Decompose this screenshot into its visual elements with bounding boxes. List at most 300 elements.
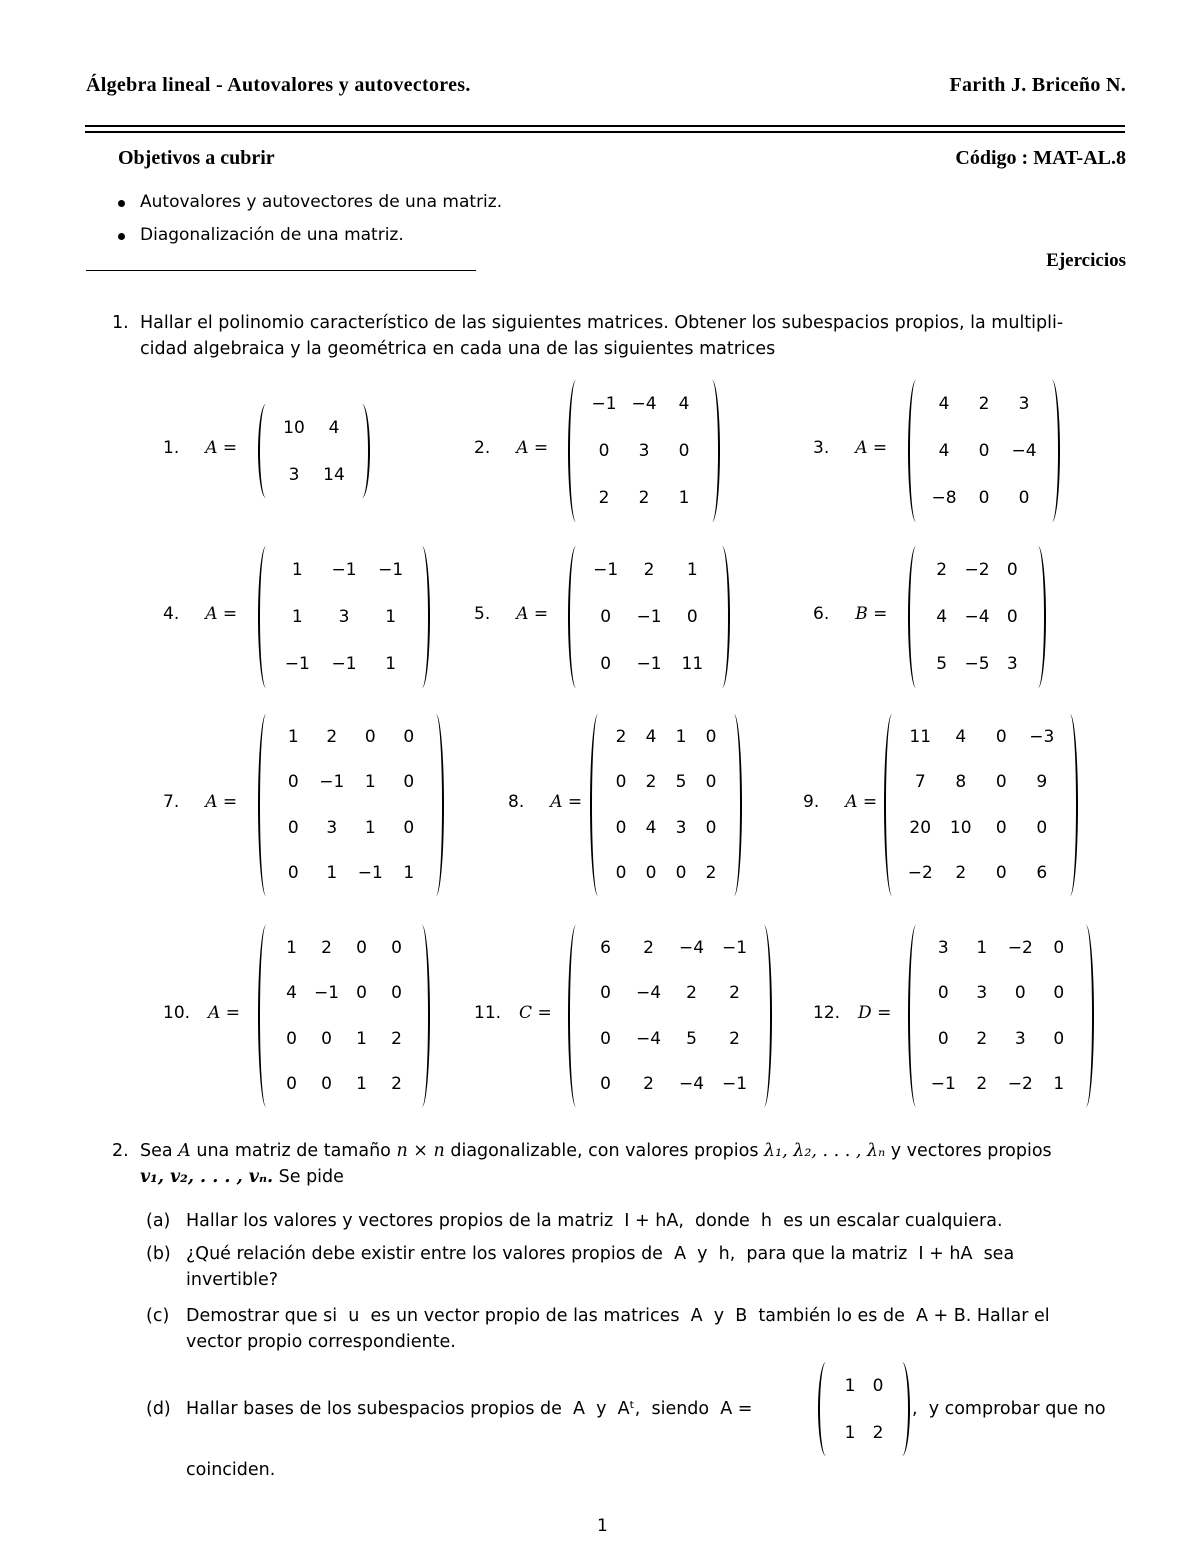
matrix-cell: 2 (326, 726, 338, 747)
matrix-label-1 (163, 438, 237, 458)
equals-sign: = (528, 438, 549, 458)
matrix-cell: 0 (287, 817, 299, 838)
matrix-cell: 20 (909, 817, 932, 838)
matrix-label-12 (813, 1003, 891, 1023)
matrix-row (924, 938, 1078, 958)
matrix-cell: 4 (678, 393, 690, 414)
matrix-label-10 (163, 1003, 240, 1023)
matrix-cell: 2 (976, 1074, 988, 1095)
matrix-cell: 0 (675, 863, 687, 884)
matrix-cell: 2 (955, 863, 967, 884)
part-b-label: (b) (146, 1244, 171, 1264)
matrix-11 (568, 925, 772, 1107)
matrix-cell: 2 (643, 559, 655, 580)
matrix-cell: 1 (403, 863, 415, 884)
matrix-row (900, 727, 1062, 747)
left-paren (258, 546, 274, 688)
matrix-cell: 2 (686, 983, 697, 1004)
matrix-cell: 1 (844, 1375, 856, 1396)
matrix-row (584, 983, 756, 1003)
matrix-cell: 2 (976, 1028, 988, 1049)
matrix-cell: −2 (964, 559, 990, 580)
problem-1-text-line2: cidad algebraica y la geométrica en cada una de las siguientes matrices (140, 339, 776, 359)
matrix-cell: 11 (681, 654, 704, 675)
matrix-cell: 14 (323, 464, 345, 485)
matrix-label-2 (474, 438, 548, 458)
matrix-row (274, 818, 428, 838)
matrix-cell: 0 (364, 726, 376, 747)
matrix-row (274, 863, 428, 883)
matrix-cell: 11 (909, 726, 932, 747)
header-rule-top (85, 125, 1125, 127)
matrix-cell: 4 (286, 983, 297, 1004)
equals-sign: = (217, 438, 238, 458)
matrix-cell: 0 (615, 863, 627, 884)
matrix-number: 9. (803, 792, 820, 812)
matrix-row (274, 727, 428, 747)
matrix-cell: 2 (705, 863, 717, 884)
equals-sign: = (528, 604, 549, 624)
matrix-2 (568, 380, 720, 522)
matrix-row (584, 488, 704, 508)
matrix-1 (258, 404, 370, 498)
matrix-cell: 0 (978, 440, 990, 461)
matrix-row (924, 560, 1030, 580)
matrix-cell: 4 (938, 440, 950, 461)
matrix-12 (908, 925, 1094, 1107)
matrix-cell: 4 (645, 817, 657, 838)
part-a-label: (a) (146, 1211, 171, 1231)
matrix-number: 7. (163, 792, 180, 812)
matrix-4 (258, 546, 430, 688)
matrix-cell: 3 (675, 817, 687, 838)
matrix-cell: −1 (721, 937, 748, 958)
matrix-label-6 (813, 604, 887, 624)
matrix-cell: −1 (593, 559, 619, 580)
matrix-cell: −3 (1029, 726, 1055, 747)
left-paren (908, 925, 924, 1107)
matrix-cell: 10 (283, 417, 305, 438)
equals-sign: = (217, 604, 238, 624)
matrix-cell: 1 (286, 937, 297, 958)
matrix-cell: 9 (1036, 772, 1048, 793)
matrix-cell: 1 (1053, 1074, 1065, 1095)
part-c-label: (c) (146, 1306, 170, 1326)
matrix-cell: −8 (931, 488, 957, 509)
matrix-5 (568, 546, 730, 688)
right-paren (756, 925, 772, 1107)
matrix-row (274, 560, 414, 580)
matrix-cell: 0 (356, 937, 367, 958)
matrix-cell: 7 (914, 772, 926, 793)
problem-2-intro-e: Se pide (273, 1167, 344, 1187)
matrix-number: 6. (813, 604, 830, 624)
matrix-cell: 2 (729, 983, 740, 1004)
author-name: Farith J. Briceño N. (949, 74, 1126, 96)
matrix-cell: 0 (287, 863, 299, 884)
matrix-cell: 0 (872, 1375, 884, 1396)
matrix-label-4 (163, 604, 237, 624)
equals-sign: = (857, 792, 878, 812)
matrix-cell: 4 (936, 606, 948, 627)
problem-1-number: 1. (112, 313, 129, 333)
matrix-number: 8. (508, 792, 525, 812)
matrix-cell: 2 (391, 1028, 402, 1049)
matrix-cell: −1 (319, 772, 345, 793)
matrix-name: A (205, 604, 218, 624)
matrix-cell: −4 (635, 1028, 662, 1049)
matrix-label-9 (803, 792, 877, 812)
header-rule-bottom (85, 131, 1125, 133)
right-paren (714, 546, 730, 688)
matrix-cell: 0 (391, 983, 402, 1004)
matrix-cell: 2 (321, 937, 332, 958)
matrix-cell: 3 (288, 464, 300, 485)
matrix-cell: 0 (978, 488, 990, 509)
right-paren (1078, 925, 1094, 1107)
matrix-cell: 1 (291, 606, 303, 627)
matrix-cell: −4 (678, 937, 705, 958)
matrix-cell: 1 (385, 606, 397, 627)
exercises-label: Ejercicios (1046, 250, 1126, 271)
right-paren (354, 404, 370, 498)
matrix-cell: 0 (600, 983, 611, 1004)
matrix-cell: 0 (600, 606, 612, 627)
part-d-text1: Hallar bases de los subespacios propios de A y Aᵗ, siendo A = (186, 1399, 753, 1419)
matrix-cell: 10 (949, 817, 972, 838)
matrix-cell: 1 (326, 863, 338, 884)
matrix-cell: 1 (675, 726, 687, 747)
matrix-cell: 0 (937, 1028, 949, 1049)
matrix-cell: 0 (645, 863, 657, 884)
matrix-label-5 (474, 604, 548, 624)
matrix-cell: 0 (391, 937, 402, 958)
matrix-cell: 0 (321, 1074, 332, 1095)
equals-sign: = (867, 438, 888, 458)
matrix-number: 1. (163, 438, 180, 458)
problem-2-intro-c: diagonalizable, con valores propios (444, 1141, 765, 1161)
matrix-cell: 2 (615, 726, 627, 747)
left-paren (258, 925, 274, 1107)
matrix-row (274, 607, 414, 627)
matrix-name: A (208, 1003, 221, 1023)
right-paren (704, 380, 720, 522)
matrix-row (924, 607, 1030, 627)
matrix-name: B (855, 604, 868, 624)
matrix-cell: 4 (328, 417, 340, 438)
part-d-line2: coinciden. (186, 1460, 276, 1480)
matrix-name: A (205, 438, 218, 458)
matrix-name: A (550, 792, 563, 812)
matrix-row (924, 488, 1044, 508)
math-vectors: v₁, v₂, . . . , vₙ. (140, 1167, 274, 1187)
matrix-cell: 0 (286, 1028, 297, 1049)
equals-sign: = (217, 792, 238, 812)
objectives-heading: Objetivos a cubrir (118, 147, 275, 169)
matrix-name: A (845, 792, 858, 812)
matrix-cell: 0 (1018, 488, 1030, 509)
matrix-10 (258, 925, 430, 1107)
matrix-cell: −1 (313, 983, 340, 1004)
matrix-cell: 0 (995, 772, 1007, 793)
matrix-cell: −4 (1011, 440, 1037, 461)
matrix-row (584, 441, 704, 461)
equals-sign: = (871, 1003, 892, 1023)
right-paren (414, 546, 430, 688)
matrix-cell: −1 (721, 1074, 748, 1095)
matrix-9 (884, 714, 1078, 896)
matrix-row (274, 654, 414, 674)
matrix-row (584, 394, 704, 414)
matrix-cell: 4 (955, 726, 967, 747)
part-d-label: (d) (146, 1399, 171, 1419)
matrix-cell: 0 (937, 983, 949, 1004)
matrix-number: 5. (474, 604, 491, 624)
matrix-cell: 0 (600, 654, 612, 675)
matrix-cell: 2 (638, 488, 650, 509)
right-paren (428, 714, 444, 896)
matrix-cell: −2 (1007, 937, 1033, 958)
matrix-cell: 4 (645, 726, 657, 747)
matrix-cell: 3 (338, 606, 350, 627)
matrix-cell: −1 (331, 654, 357, 675)
matrix-row (924, 394, 1044, 414)
matrix-cell: 1 (356, 1074, 367, 1095)
matrix-label-11 (474, 1003, 552, 1023)
matrix-row (606, 818, 726, 838)
matrix-cell: 1 (287, 726, 299, 747)
matrix-row (274, 938, 414, 958)
matrix-cell: 0 (598, 440, 610, 461)
matrix-cell: 3 (976, 983, 988, 1004)
left-paren (568, 925, 584, 1107)
matrix-label-3 (813, 438, 887, 458)
equals-sign: = (220, 1003, 240, 1023)
matrix-cell: −1 (591, 393, 617, 414)
matrix-row (274, 1074, 414, 1094)
matrix-cell: −4 (631, 393, 657, 414)
matrix-cell: 0 (356, 983, 367, 1004)
equals-sign: = (562, 792, 583, 812)
matrix-row (584, 1074, 756, 1094)
part-d-matrix (818, 1362, 910, 1456)
matrix-label-7 (163, 792, 237, 812)
part-b-line2: invertible? (186, 1270, 279, 1290)
matrix-cell: 1 (678, 488, 690, 509)
right-paren (726, 714, 742, 896)
matrix-cell: −2 (907, 863, 933, 884)
matrix-label-8 (508, 792, 582, 812)
matrix-row (900, 772, 1062, 792)
matrix-cell: 3 (1018, 393, 1030, 414)
matrix-name: A (516, 604, 529, 624)
matrix-row (584, 654, 714, 674)
matrix-8 (590, 714, 742, 896)
matrix-row (924, 441, 1044, 461)
matrix-cell: 5 (675, 772, 687, 793)
objective-item-1: Autovalores y autovectores de una matriz. (140, 192, 503, 212)
right-paren (894, 1362, 910, 1456)
matrix-cell: 1 (385, 654, 397, 675)
matrix-name: A (205, 792, 218, 812)
left-paren (908, 546, 924, 688)
matrix-row (900, 818, 1062, 838)
page-number: 1 (597, 1516, 608, 1536)
bullet-icon (118, 233, 125, 240)
matrix-cell: 1 (356, 1028, 367, 1049)
matrix-cell: 1 (976, 937, 988, 958)
matrix-cell: 0 (1053, 1028, 1065, 1049)
matrix-cell: 2 (978, 393, 990, 414)
matrix-name: D (858, 1003, 872, 1023)
problem-2-intro-b: una matriz de tamaño (190, 1141, 397, 1161)
objective-item-2: Diagonalización de una matriz. (140, 225, 404, 245)
course-code: Código : MAT-AL.8 (955, 147, 1126, 169)
matrix-cell: 2 (872, 1422, 884, 1443)
matrix-cell: −1 (636, 606, 662, 627)
matrix-cell: −2 (1007, 1074, 1033, 1095)
matrix-row (924, 1074, 1078, 1094)
matrix-number: 12. (813, 1003, 841, 1023)
problem-1-text-line1: Hallar el polinomio característico de las siguientes matrices. Obtener los subespacios propios, la multipli- (140, 313, 1064, 333)
matrix-number: 10. (163, 1003, 191, 1023)
matrix-name: C (519, 1003, 533, 1023)
matrix-row (606, 772, 726, 792)
matrix-number: 11. (474, 1003, 502, 1023)
matrix-cell: −1 (378, 559, 404, 580)
matrix-cell: −4 (964, 606, 990, 627)
matrix-cell: −5 (964, 654, 990, 675)
matrix-row (274, 983, 414, 1003)
matrix-cell: 2 (643, 1074, 654, 1095)
problem-2-number: 2. (112, 1141, 129, 1161)
matrix-name: A (516, 438, 529, 458)
matrix-cell: 3 (1014, 1028, 1026, 1049)
matrix-cell: −1 (357, 863, 383, 884)
matrix-name: A (855, 438, 868, 458)
matrix-cell: 1 (844, 1422, 856, 1443)
matrix-row (584, 607, 714, 627)
right-paren (1030, 546, 1046, 688)
matrix-row (606, 727, 726, 747)
matrix-cell: 0 (995, 726, 1007, 747)
left-paren (568, 380, 584, 522)
matrix-number: 3. (813, 438, 830, 458)
matrix-row (924, 1029, 1078, 1049)
part-a-text: Hallar los valores y vectores propios de la matriz I + hA, donde h es un escalar cualquiera. (186, 1211, 1003, 1231)
matrix-cell: 0 (600, 1028, 611, 1049)
matrix-3 (908, 380, 1060, 522)
matrix-cell: 5 (936, 654, 948, 675)
matrix-cell: 0 (1006, 559, 1018, 580)
matrix-6 (908, 546, 1046, 688)
matrix-row (274, 1029, 414, 1049)
matrix-cell: 8 (955, 772, 967, 793)
section-divider (86, 270, 476, 271)
right-paren (1062, 714, 1078, 896)
matrix-cell: −4 (678, 1074, 705, 1095)
matrix-cell: 3 (326, 817, 338, 838)
right-paren (414, 925, 430, 1107)
problem-2-intro-line1 (140, 1138, 1052, 1164)
matrix-cell: −1 (284, 654, 310, 675)
left-paren (818, 1362, 834, 1456)
right-paren (1044, 380, 1060, 522)
equals-sign: = (867, 604, 888, 624)
matrix-row (924, 654, 1030, 674)
matrix-cell: 0 (615, 772, 627, 793)
left-paren (258, 404, 274, 498)
matrix-row (584, 938, 756, 958)
matrix-cell: −1 (930, 1074, 956, 1095)
matrix-cell: 3 (937, 937, 949, 958)
matrix-cell: 2 (936, 559, 948, 580)
matrix-cell: 2 (643, 937, 654, 958)
matrix-cell: −1 (331, 559, 357, 580)
matrix-cell: 2 (729, 1028, 740, 1049)
matrix-7 (258, 714, 444, 896)
left-paren (258, 714, 274, 896)
matrix-row (584, 560, 714, 580)
equals-sign: = (532, 1003, 552, 1023)
matrix-cell: 4 (938, 393, 950, 414)
matrix-cell: 0 (403, 772, 415, 793)
matrix-cell: 0 (705, 726, 717, 747)
matrix-cell: 0 (1014, 983, 1026, 1004)
matrix-cell: −1 (636, 654, 662, 675)
matrix-row (274, 772, 428, 792)
matrix-cell: 2 (391, 1074, 402, 1095)
matrix-cell: 1 (686, 559, 698, 580)
matrix-cell: 6 (1036, 863, 1048, 884)
matrix-row (274, 418, 354, 438)
math-A: A (178, 1141, 191, 1161)
matrix-row (274, 465, 354, 485)
bullet-icon (118, 200, 125, 207)
left-paren (884, 714, 900, 896)
matrix-cell: 0 (1053, 937, 1065, 958)
matrix-cell: 1 (364, 772, 376, 793)
matrix-number: 4. (163, 604, 180, 624)
matrix-row (924, 983, 1078, 1003)
matrix-cell: 3 (1006, 654, 1018, 675)
matrix-cell: 0 (403, 817, 415, 838)
matrix-cell: 0 (705, 772, 717, 793)
part-d-text2: , y comprobar que no (912, 1399, 1106, 1419)
document-title: Álgebra lineal - Autovalores y autovectores. (86, 74, 471, 96)
matrix-cell: 3 (638, 440, 650, 461)
matrix-cell: 0 (995, 863, 1007, 884)
left-paren (568, 546, 584, 688)
math-nxn: n × n (396, 1141, 445, 1161)
part-c-line1: Demostrar que si u es un vector propio de las matrices A y B también lo es de A + B. Hallar el (186, 1306, 1050, 1326)
problem-2-intro-line2 (140, 1164, 344, 1190)
problem-2-intro-d: y vectores propios (885, 1141, 1052, 1161)
matrix-cell: 0 (995, 817, 1007, 838)
matrix-cell: −4 (635, 983, 662, 1004)
matrix-cell: 2 (598, 488, 610, 509)
matrix-row (900, 863, 1062, 883)
matrix-cell: 0 (686, 606, 698, 627)
matrix-cell: 0 (705, 817, 717, 838)
matrix-cell: 0 (1053, 983, 1065, 1004)
matrix-cell: 0 (1006, 606, 1018, 627)
matrix-cell: 0 (615, 817, 627, 838)
matrix-number: 2. (474, 438, 491, 458)
left-paren (590, 714, 606, 896)
problem-2-intro-a: Sea (140, 1141, 179, 1161)
matrix-cell: 0 (321, 1028, 332, 1049)
